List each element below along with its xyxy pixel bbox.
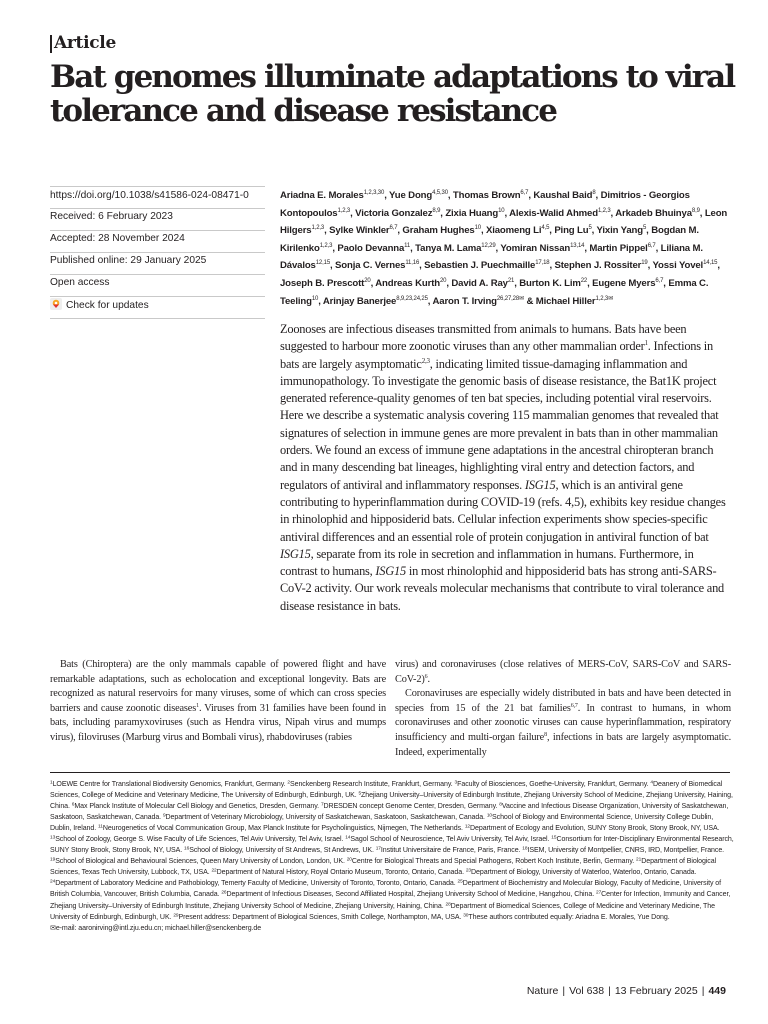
reference-superscript: 16 — [184, 846, 190, 852]
author-affiliation-ids: 8 — [592, 190, 596, 196]
author-name: Liliana M. Dávalos$^{12,15}$ — [280, 242, 703, 272]
reference-superscript: 27 — [595, 890, 602, 896]
author-name: Yue Dong$^{4,5,30}$ — [389, 190, 448, 201]
affiliations-rule — [50, 772, 730, 773]
author-name: Kaushal Baid$^8$ — [533, 190, 596, 201]
journal-name: Nature — [526, 985, 559, 997]
page-number: 449 — [708, 985, 726, 997]
reference-superscript: 6 — [424, 673, 428, 680]
affiliation-text: Neurogenetics of Vocal Communication Group, Max Planck Institute for Psycholinguistics, Nijmegen, The Netherlands. — [102, 825, 465, 833]
gene-name: ISG15 — [280, 546, 311, 561]
affiliation-text: Department of Biology, University of Waterloo, Waterloo, Ontario, Canada. — [471, 869, 697, 877]
affiliation-text: Department of Biological Sciences, Texas Tech University, Lubbock, TX, USA. — [50, 858, 717, 877]
open-access-label: Open access — [50, 275, 265, 297]
affiliation-text: Zhejiang University–University of Edinburgh Institute, Zhejiang University School of Medicine, Zhejiang University, Haining, China. — [50, 792, 733, 811]
reference-superscript: 20 — [346, 857, 352, 863]
author-name: Thomas Brown$^{6,7}$ — [452, 190, 529, 201]
author-name: Joseph B. Prescott$^{20}$ — [280, 277, 371, 289]
article-type-label: Article — [54, 33, 116, 53]
author-name: Eugene Myers$^{6,7}$ — [592, 277, 664, 289]
affiliation-text: Institut Universitaire de France, Paris, France. — [380, 847, 523, 855]
author-name: Xiaomeng Li$^{4,5}$ — [485, 225, 550, 237]
article-type-rule — [50, 35, 52, 53]
abstract-text: , separate from its role in secretion and inflammation in humans. Furthermore, in contrast to humans, — [280, 546, 694, 579]
author-affiliation-ids: 10 — [498, 207, 505, 214]
author-affiliation-ids: 4,5,30 — [432, 190, 448, 196]
author-affiliation-ids: 4,5 — [541, 225, 550, 232]
author-name: Andreas Kurth$^{20}$ — [375, 277, 447, 289]
author-affiliation-ids: 19 — [641, 260, 648, 267]
body-text: . Viruses from 31 families have been found in bats, including paramyxoviruses (such as Hendra virus, Nipah virus and mumps virus), filoviruses (Marburg virus and Bombali virus), rhabdoviruses (rabies — [50, 702, 386, 743]
reference-superscript: 7 — [320, 802, 324, 808]
issue-date: 13 February 2025 — [614, 985, 698, 997]
affiliation-text: Department of Infectious Diseases, Second Affiliated Hospital, Zhejiang University School of Medicine, Hangzhou, China. — [226, 891, 596, 899]
reference-superscript: 8 — [544, 731, 547, 738]
abstract-text: , indicating limited tissue-damaging inflammation and immunopathology. To investigate the genomic basis of disease resistance, the Bat1K project generated reference-quality genomes of ten bat species, including potential viral reservoirs. Here we describe a systematic analysis covering 115 mammalian genomes that revealed that signatures of selection in immune genes are more prevalent in bats than in other mammalian orders. We found an excess of immune gene adaptations in the ancestral chiropteran branch and in many descending bat lineages, highlighting viral entry and detection factors, and regulators of antiviral and inflammatory responses. — [280, 356, 719, 492]
author-name: Sebastien J. Puechmaille$^{17,18}$ — [424, 260, 550, 272]
reference-superscript: 15 — [551, 835, 557, 841]
article-title: Bat genomes illuminate adaptations to viral tolerance and disease resistance — [50, 59, 735, 129]
author-name: Ariadna E. Morales$^{1,2,3,30}$ — [280, 190, 385, 201]
reference-superscript: 14 — [345, 835, 351, 841]
reference-superscript: 5 — [358, 791, 362, 797]
author-affiliation-ids: 12,29 — [481, 242, 496, 249]
author-affiliation-ids: 6,7 — [655, 277, 664, 284]
reference-superscript: 9 — [162, 813, 166, 819]
affiliation-text: Department of Ecology and Evolution, SUNY Stony Brook, Stony Brook, NY, USA. — [470, 825, 720, 833]
author-name: Bogdan M. Kirilenko$^{1,2,3}$ — [280, 225, 699, 254]
author-name: Martin Pippel$^{6,7}$ — [589, 242, 656, 254]
author-name: Ping Lu$^5$ — [554, 225, 592, 237]
author-affiliation-ids: 11,16 — [405, 260, 420, 267]
reference-superscript: 28 — [445, 902, 451, 908]
body-text: Bats (Chiroptera) are the only mammals capable of powered flight and have remarkable adaptations, such as echolocation and exceptional longevity. Bats are recognized as natural reservoirs for many viruses, some of which can cross species barriers and cause zoonotic diseases — [50, 659, 386, 714]
author-affiliation-ids: 14,15 — [703, 260, 718, 267]
author-affiliation-ids: 1,2,3 — [319, 242, 333, 249]
author-name: Yossi Yovel$^{14,15}$ — [652, 260, 718, 272]
author-name: Alexis-Walid Ahmed$^{1,2,3}$ — [509, 207, 611, 219]
affiliation-text: Centre for Biological Threats and Special Pathogens, Robert Koch Institute, Berlin, Germany. — [351, 858, 637, 866]
body-column-right — [395, 658, 731, 760]
author-name: Graham Hughes$^{10}$ — [402, 225, 481, 237]
affiliation-text: LOEWE Centre for Translational Biodiversity Genomics, Frankfurt, Germany. — [52, 781, 288, 788]
reference-superscript: 23 — [465, 868, 472, 874]
reference-superscript: 1 — [644, 339, 648, 348]
author-name: Dimitrios - Georgios Kontopoulos$^{1,2,3}$ — [280, 190, 690, 219]
body-text: . — [427, 673, 430, 685]
reference-superscript: 6 — [71, 802, 75, 808]
author-name: Stephen J. Rossiter$^{19}$ — [554, 260, 648, 272]
author-name: Arinjay Banerjee$^{8,9,23,24,25}$ — [322, 295, 428, 307]
received-date: Received: 6 February 2023 — [50, 209, 265, 231]
reference-superscript: 2,3 — [421, 356, 430, 365]
author-name: Sonja C. Vernes$^{11,16}$ — [335, 260, 420, 272]
check-for-updates-button[interactable] — [50, 297, 265, 319]
affiliation-text: Deanery of Biomedical Sciences, College of Medicine and Veterinary Medicine, The University of Edinburgh, Edinburgh, UK. — [50, 781, 723, 800]
affiliation-text: DRESDEN concept Genome Center, Dresden, Germany. — [323, 803, 500, 811]
author-affiliation-ids: 12,15 — [315, 260, 331, 267]
affiliation-text: School of Zoology, George S. Wise Faculty of Life Sciences, Tel Aviv University, Tel Aviv, Israel. — [55, 836, 346, 844]
reference-superscript: 29 — [173, 913, 179, 919]
author-affiliation-ids: 11 — [404, 242, 411, 249]
footer-separator: | — [608, 985, 611, 997]
author-affiliation-ids: 8,9,23,24,25 — [396, 295, 428, 302]
reference-superscript: 8 — [499, 802, 502, 808]
footer-separator: | — [701, 985, 705, 997]
author-name: Paolo Devanna$^{11}$ — [337, 242, 411, 254]
author-affiliation-ids: 8,9 — [432, 207, 441, 214]
reference-superscript: 19 — [50, 857, 56, 863]
reference-superscript: 25 — [457, 879, 463, 885]
article-metadata — [50, 186, 265, 319]
author-affiliation-ids: 20 — [439, 277, 447, 284]
affiliation-text: Max Planck Institute of Molecular Cell Biology and Genetics, Dresden, Germany. — [74, 803, 321, 811]
published-date: Published online: 29 January 2025 — [50, 253, 265, 275]
author-name: Yixin Yang$^5$ — [596, 225, 647, 237]
author-list: Ariadna E. Morales$^{1,2,3,30}$, Yue Dong$^{4,5,30}$, Thomas Brown$^{6,7}$, Kaushal Baid$^8$, Dimitrios - Georgios Kontopoulos$^{1,2,3}$, Victoria Gonzalez$^{8,9}$, Zixia Huang$^{10}$, Alexis-Walid Ahmed$^{1,2,3}$, Arkadeb Bhuinya$^{8,9}$, Leon Hilgers$^{1,2,3}$, Sylke Winkler$^{6,7}$, Graham Hughes$^{10}$, Xiaomeng Li$^{4,5}$, Ping Lu$^5$, Yixin Yang$^5$, Bogdan M. Kirilenko$^{1,2,3}$, Paolo Devanna$^{11}$, Tanya M. Lama$^{12,29}$, Yomiran Nissan$^{13,14}$, Martin Pippel$^{6,7}$, Liliana M. Dávalos$^{12,15}$, Sonja C. Vernes$^{11,16}$, Sebastien J. Puechmaille$^{17,18}$, Stephen J. Rossiter$^{19}$, Yossi Yovel$^{14,15}$, Joseph B. Prescott$^{20}$, Andreas Kurth$^{20}$, David A. Ray$^{21}$, Burton K. Lim$^{22}$, Eugene Myers$^{6,7}$, Emma C. Teeling$^{10}$, Arinjay Banerjee$^{8,9,23,24,25}$, Aaron T. Irving$^{26,27,28✉}$ & Michael Hiller$^{1,2,3✉}$ — [280, 190, 728, 307]
abstract-text: , which is an antiviral gene contributing to hyperinflammation during COVID-19 (refs. 4,5), exhibits key residue changes in rhinolophid and hipposiderid bats. Cellular infection experiments show species-specific antiviral differences and an essential role of protein conjugation in antiviral function of bat — [280, 477, 726, 544]
reference-superscript: 2 — [287, 780, 290, 786]
affiliation-text: Department of Veterinary Microbiology, University of Saskatchewan, Saskatoon, Saskatchewan, Canada. — [165, 814, 487, 822]
author-name: Arkadeb Bhuinya$^{8,9}$ — [615, 207, 700, 219]
affiliation-text: Senckenberg Research Institute, Frankfurt, Germany. — [290, 781, 455, 788]
author-affiliation-ids: 21 — [507, 277, 515, 284]
reference-superscript: 26 — [221, 890, 227, 896]
reference-superscript: 10 — [486, 813, 493, 819]
affiliation-text: ✉e-mail: aaronirving@intl.zju.edu.cn; michael.hiller@senckenberg.de — [50, 924, 262, 932]
author-affiliation-ids: 17,18 — [535, 260, 550, 267]
author-affiliation-ids: 22 — [580, 277, 588, 284]
author-name: Sylke Winkler$^{6,7}$ — [329, 225, 398, 237]
footer-separator: | — [562, 985, 566, 997]
author-name: Michael Hiller$^{1,2,3✉}$ — [535, 295, 613, 307]
doi-link[interactable]: https://doi.org/10.1038/s41586-024-08471-0 — [50, 186, 265, 209]
author-name: Zixia Huang$^{10}$ — [445, 207, 505, 219]
author-affiliation-ids: 10 — [474, 225, 481, 232]
page-footer — [527, 985, 726, 997]
body-text: virus) and coronaviruses (close relatives of MERS-CoV, SARS-CoV and SARS-CoV-2) — [395, 659, 731, 685]
author-affiliation-ids: 5 — [588, 225, 592, 232]
affiliation-text: Vaccine and Infectious Disease Organization, University of Saskatchewan, Saskatoon, Saskatchewan, Canada. — [50, 803, 729, 822]
author-affiliation-ids: 26,27,28✉ — [496, 295, 524, 302]
reference-superscript: 4 — [650, 780, 653, 786]
author-name: Tanya M. Lama$^{12,29}$ — [415, 242, 496, 254]
affiliation-text: Sagol School of Neuroscience, Tel Aviv University, Tel Aviv, Israel. — [350, 836, 552, 844]
author-affiliation-ids: 6,7 — [647, 242, 656, 249]
affiliation-text: School of Biology, University of St Andrews, St Andrews, UK. — [189, 847, 376, 855]
author-affiliation-ids: 5 — [642, 225, 647, 232]
crossmark-icon — [50, 298, 62, 310]
affiliation-text: Department of Biochemistry and Molecular Biology, Faculty of Medicine, University of British Columbia, Vancouver, British Columbia, Canada. — [50, 880, 722, 899]
affiliation-text: School of Biology and Environmental Science, University College Dublin, Dublin, Ireland. — [50, 814, 714, 833]
journal-volume: Vol 638 — [569, 985, 605, 997]
body-text: Coronaviruses are especially widely distributed in bats and have been detected in species from 15 of the 21 bat families — [395, 688, 731, 714]
author-name: David A. Ray$^{21}$ — [451, 277, 515, 289]
affiliation-text: These authors contributed equally: Ariadna E. Morales, Yue Dong. — [468, 913, 670, 921]
author-name: Yomiran Nissan$^{13,14}$ — [500, 242, 585, 254]
affiliation-text: Center for Infection, Immunity and Cancer, Zhejiang University–University of Edinburgh Institute, Zhejiang University School of Medicine, Zhejiang University, Haining, China. — [50, 891, 731, 910]
reference-superscript: 1 — [50, 780, 53, 786]
reference-superscript: 13 — [50, 835, 56, 841]
author-joiner: & — [526, 295, 534, 307]
author-name: Aaron T. Irving$^{26,27,28✉}$ — [432, 295, 524, 307]
author-affiliation-ids: 20 — [364, 277, 371, 284]
affiliation-text: Department of Natural History, Royal Ontario Museum, Toronto, Ontario, Canada. — [216, 869, 466, 877]
reference-superscript: 22 — [211, 868, 217, 874]
gene-name: ISG15 — [524, 477, 556, 492]
author-name: Emma C. Teeling$^{10}$ — [280, 277, 709, 307]
reference-superscript: 30 — [463, 913, 469, 919]
author-affiliation-ids: 1,2,3 — [311, 225, 325, 232]
author-affiliation-ids: 1,2,3✉ — [595, 295, 613, 302]
body-column-left — [50, 658, 386, 746]
body-text: , infections in bats are largely asymptomatic. Indeed, experimentally — [395, 731, 731, 758]
reference-superscript: 12 — [464, 824, 471, 830]
author-name: Burton K. Lim$^{22}$ — [519, 277, 588, 289]
abstract-text: in most rhinolophid and hipposiderid bats has strong anti-SARS-CoV-2 activity. Our work reveals molecular mechanisms that contribute to viral tolerance and disease resistance in bats. — [280, 564, 725, 613]
reference-superscript: 11 — [98, 824, 103, 830]
reference-superscript: 17 — [375, 846, 381, 852]
affiliation-text: Department of Biomedical Sciences, College of Medicine and Veterinary Medicine, The University of Edinburgh, Edinburgh, UK. — [50, 902, 715, 921]
author-name: Victoria Gonzalez$^{8,9}$ — [355, 207, 441, 219]
body-paragraph — [395, 687, 731, 760]
body-paragraph — [395, 658, 731, 687]
check-for-updates-label: Check for updates — [66, 300, 149, 311]
affiliation-text: School of Biological and Behavioural Sciences, Queen Mary University of London, London, UK. — [55, 858, 347, 866]
reference-superscript: 18 — [522, 846, 528, 852]
author-affiliation-ids: 13,14 — [570, 242, 585, 249]
affiliations — [50, 779, 734, 934]
affiliation-text: Consortium for Inter-Disciplinary Environmental Research, SUNY Stony Brook, Stony Brook, NY, USA. — [50, 836, 734, 855]
author-affiliation-ids: 8,9 — [691, 207, 700, 214]
author-affiliation-ids: 1,2,3 — [337, 207, 351, 214]
gene-name: ISG15 — [375, 564, 406, 579]
affiliation-text: Department of Laboratory Medicine and Pathobiology, Temerty Faculty of Medicine, University of Toronto, Toronto, Ontario, Canada. — [55, 880, 458, 888]
reference-superscript: 3 — [454, 780, 458, 786]
author-affiliation-ids: 1,2,3,30 — [363, 190, 385, 196]
affiliation-text: Faculty of Biosciences, Goethe-University, Frankfurt, Germany. — [457, 781, 651, 788]
body-text: . In contrast to humans, in whom coronaviruses and other zoonotic viruses can cause hyperinflammation, respiratory insufficiency and multi-organ failure — [395, 702, 731, 743]
reference-superscript: 24 — [50, 879, 56, 885]
abstract-text: . Infections in bats are largely asymptomatic — [280, 339, 713, 371]
reference-superscript: 1 — [196, 702, 199, 709]
author-affiliation-ids: 6,7 — [520, 190, 529, 196]
accepted-date: Accepted: 28 November 2024 — [50, 231, 265, 253]
author-affiliation-ids: 1,2,3 — [597, 207, 611, 214]
body-paragraph — [50, 658, 386, 746]
author-affiliation-ids: 10 — [311, 295, 319, 302]
author-affiliation-ids: 6,7 — [389, 225, 398, 232]
affiliation-text: ISEM, University of Montpellier, CNRS, IRD, Montpellier, France. — [527, 847, 725, 855]
affiliation-text: Present address: Department of Biological Sciences, Smith College, Northampton, MA, USA. — [178, 913, 464, 921]
author-name: Leon Hilgers$^{1,2,3}$ — [280, 207, 728, 237]
reference-superscript: 6,7 — [570, 702, 578, 709]
reference-superscript: 21 — [636, 857, 642, 863]
abstract-text: Zoonoses are infectious diseases transmitted from animals to humans. Bats have been suggested to harbour more zoonotic viruses than any other mammalian order — [280, 322, 687, 354]
abstract — [280, 321, 726, 615]
